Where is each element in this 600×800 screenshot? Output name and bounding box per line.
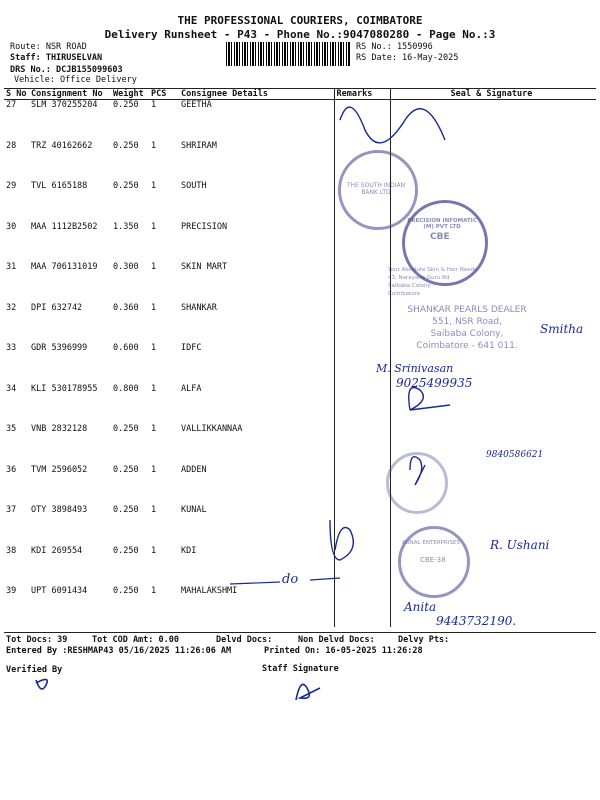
cell-weight: 0.300 — [113, 262, 139, 272]
cell-sno: 34 — [6, 383, 17, 394]
cell-sno: 30 — [6, 221, 17, 232]
cell-pcs: 1 — [151, 464, 157, 475]
cell-pcs: 1 — [151, 221, 157, 232]
staff-signature-mark — [296, 684, 320, 700]
kunal-seal-cbe38: CBE-38 — [420, 556, 446, 564]
handwritten-name-4: Smitha — [540, 322, 584, 336]
shankar-stamp-addr1: 551, NSR Road, — [432, 317, 502, 327]
rs-number: RS No.: 1550996 — [356, 42, 433, 52]
cell-pcs: 1 — [151, 262, 157, 272]
cell-sno: 36 — [6, 464, 17, 475]
cell-consignment: OTY 3898493 — [31, 505, 88, 515]
footer-divider — [4, 632, 596, 633]
signature-scribble-2 — [409, 388, 450, 411]
cell-pcs: 1 — [151, 383, 157, 394]
rs-date: RS Date: 16-May-2025 — [356, 53, 459, 63]
signature-scribble-1 — [340, 107, 445, 143]
cell-weight: 1.350 — [113, 221, 139, 232]
cell-consignment: DPI 632742 — [31, 302, 83, 313]
cell-sno: 39 — [6, 586, 17, 596]
entered-by: Entered By :RESHMAP43 05/16/2025 11:26:06 AM — [6, 646, 232, 656]
cell-consignee: SHANKAR — [181, 302, 217, 313]
cell-pcs: 1 — [151, 586, 157, 596]
handwritten-phone-1: 9025499935 — [396, 376, 473, 390]
shankar-stamp-name: SHANKAR PEARLS DEALER — [407, 305, 527, 315]
vehicle-label: Vehicle: Office Delivery — [14, 75, 137, 85]
cell-consignment: SLM 370255204 — [31, 100, 98, 110]
drs-number: DRS No.: DCJB155099603 — [10, 65, 123, 75]
cell-consignment: VNB 2832128 — [31, 424, 88, 434]
handwritten-name-2: R. Ushani — [490, 538, 550, 552]
col-consignment: Consignment No — [29, 89, 111, 100]
verified-signature — [36, 679, 47, 689]
cell-pcs: 1 — [151, 424, 157, 434]
cell-consignment: GDR 5396999 — [31, 343, 88, 353]
handwritten-name-3: Anita — [404, 600, 437, 614]
cell-consignment: KDI 269554 — [31, 545, 83, 556]
cell-sno: 27 — [6, 100, 17, 110]
cell-weight: 0.360 — [113, 302, 139, 313]
cell-consignee: IDFC — [181, 343, 202, 353]
cell-weight: 0.250 — [113, 586, 139, 596]
precision-seal-cbe: CBE — [430, 232, 450, 242]
cell-consignee: KUNAL — [181, 505, 207, 515]
cell-sno: 35 — [6, 424, 17, 434]
cell-consignee: SOUTH — [181, 181, 207, 191]
cell-consignee: MAHALAKSHMI — [181, 586, 238, 596]
cell-consignment: TRZ 40162662 — [31, 140, 93, 151]
cell-weight: 0.250 — [113, 140, 139, 151]
skinmart-line3: Saibaba Colony — [388, 283, 431, 289]
tot-docs: Tot Docs: 39 — [6, 635, 68, 645]
cell-pcs: 1 — [151, 343, 157, 353]
cell-sno: 38 — [6, 545, 17, 556]
cell-weight: 0.250 — [113, 505, 139, 515]
delvd-docs: Delvd Docs: — [216, 635, 273, 645]
cell-sno: 31 — [6, 262, 17, 272]
delvy-pts: Delvy Pts: — [398, 635, 450, 645]
verified-by-label: Verified By — [6, 665, 63, 675]
cell-consignee: ALFA — [181, 383, 202, 394]
cell-pcs: 1 — [151, 100, 157, 110]
handwritten-phone-2: 9840586621 — [486, 450, 544, 460]
col-weight: Weight — [111, 89, 149, 100]
signature-scribble-4 — [330, 520, 353, 560]
cell-consignee: KDI — [181, 545, 197, 556]
cell-consignment: MAA 1112B2502 — [31, 221, 98, 232]
route-label: Route: NSR ROAD — [10, 42, 87, 52]
printed-on: Printed On: 16-05-2025 11:26:28 — [264, 646, 423, 656]
cell-consignment: MAA 706131019 — [31, 262, 98, 272]
cell-consignee: PRECISION — [181, 221, 228, 232]
col-remarks: Remarks — [334, 89, 390, 100]
col-pcs: PCS — [149, 89, 179, 100]
col-consignee: Consignee Details — [179, 89, 334, 100]
cell-weight: 0.600 — [113, 343, 139, 353]
company-title: THE PROFESSIONAL COURIERS, COIMBATORE — [177, 14, 423, 27]
cell-sno: 37 — [6, 505, 17, 515]
cell-pcs: 1 — [151, 140, 157, 151]
cell-consignee: SKIN MART — [181, 262, 228, 272]
precision-seal-text: PRECISION INFOMATIC (M) PVT LTD — [407, 218, 477, 230]
shankar-stamp-addr3: Coimbatore - 641 011. — [416, 341, 518, 351]
cell-weight: 0.250 — [113, 100, 139, 110]
cell-consignment: KLI 530178955 — [31, 383, 98, 394]
cell-consignee: SHRIRAM — [181, 140, 217, 151]
cell-pcs: 1 — [151, 545, 157, 556]
cell-weight: 0.250 — [113, 545, 139, 556]
cell-pcs: 1 — [151, 302, 157, 313]
cell-weight: 0.250 — [113, 464, 139, 475]
col-sno: S No — [4, 89, 29, 100]
cell-consignee: VALLIKKANNAA — [181, 424, 243, 434]
skinmart-line1: Your Absolute Skin & Hair Needs — [388, 267, 478, 273]
cell-consignee: ADDEN — [181, 464, 207, 475]
cell-weight: 0.250 — [113, 424, 139, 434]
skinmart-line4: Coimbatore — [388, 291, 420, 297]
cell-weight: 0.800 — [113, 383, 139, 394]
col-seal: Seal & Signature — [390, 89, 596, 100]
staff-signature-label: Staff Signature — [262, 664, 339, 674]
handwritten-ditto: do — [282, 572, 299, 587]
cell-weight: 0.250 — [113, 181, 139, 191]
signature-scribble-5 — [230, 578, 340, 584]
cell-pcs: 1 — [151, 505, 157, 515]
cell-consignment: TVL 6165188 — [31, 181, 88, 191]
signature-scribble-3 — [410, 457, 425, 485]
kunal-seal-text: KUNAL ENTERPRISES — [402, 540, 460, 546]
cell-consignment: TVM 2596052 — [31, 464, 88, 475]
cell-consignment: UPT 6091434 — [31, 586, 88, 596]
staff-label: Staff: THIRUSELVAN — [10, 53, 103, 63]
cell-sno: 32 — [6, 302, 17, 313]
cell-consignee: GEETHA — [181, 100, 212, 110]
skinmart-line2: 43, Narayana Guru Rd — [388, 275, 450, 281]
runsheet-subtitle: Delivery Runsheet - P43 - Phone No.:9047080280 - Page No.:3 — [104, 28, 496, 41]
bank-seal-text: THE SOUTH INDIAN BANK LTD — [346, 182, 406, 196]
cell-sno: 33 — [6, 343, 17, 353]
tot-cod: Tot COD Amt: 0.00 — [92, 635, 179, 645]
non-delvd-docs: Non Delvd Docs: — [298, 635, 375, 645]
cell-pcs: 1 — [151, 181, 157, 191]
shankar-stamp-addr2: Saibaba Colony, — [430, 329, 504, 339]
handwritten-name-1: M. Srinivasan — [376, 362, 454, 375]
cell-sno: 29 — [6, 181, 17, 191]
cell-sno: 28 — [6, 140, 17, 151]
handwritten-phone-3: 9443732190. — [436, 614, 517, 628]
